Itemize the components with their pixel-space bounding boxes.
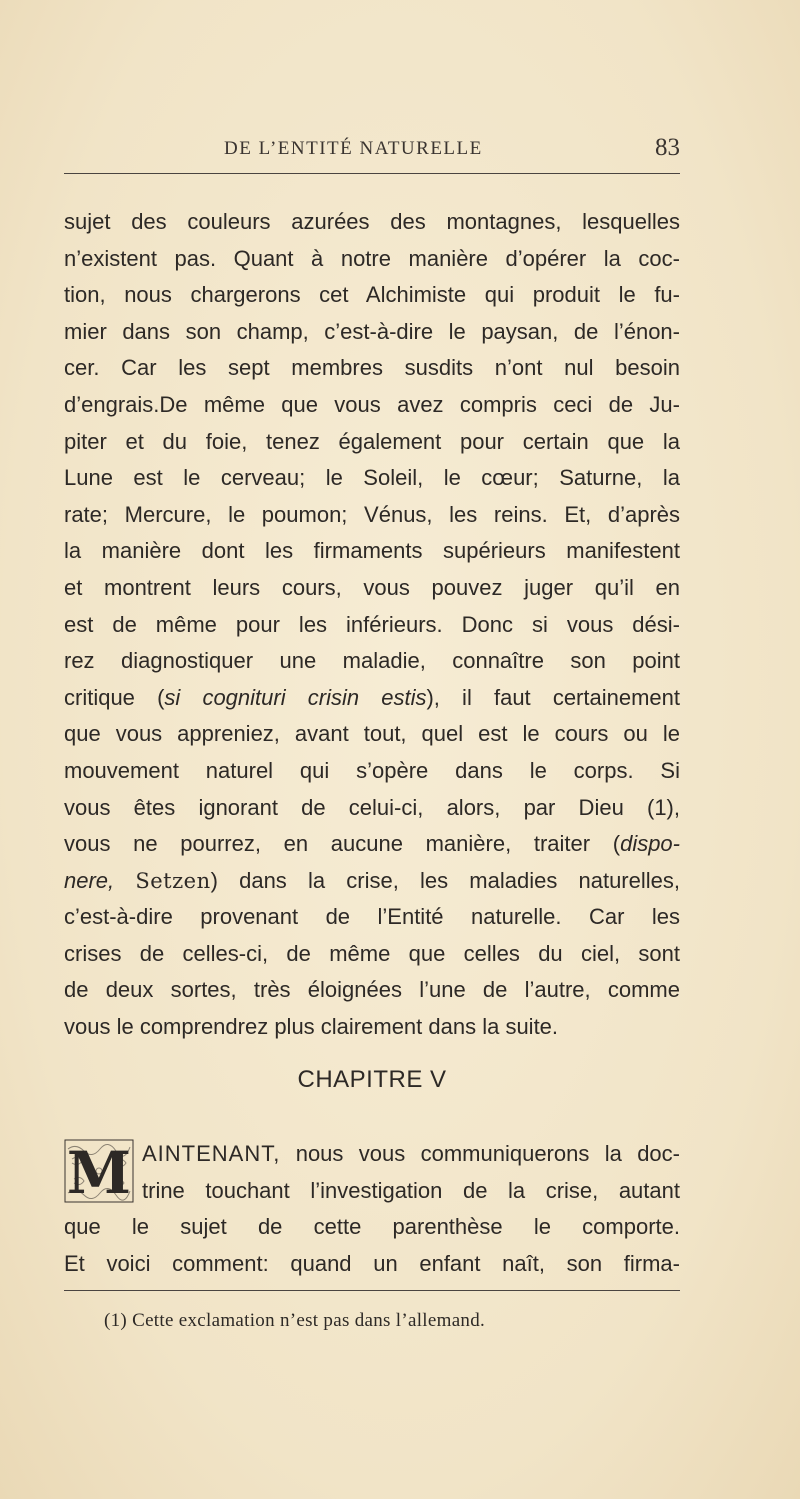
text-line: mier dans son champ, c’est-à-dire le paysan, de l’énon-: [64, 318, 680, 344]
text-line: vous le comprendrez plus clairement dans la suite.: [64, 1014, 559, 1040]
text-line: d’engrais.De même que vous avez compris ceci de Ju-: [64, 391, 680, 417]
text-line: piter et du foie, tenez également pour certain que la: [64, 428, 680, 454]
text-line: c’est-à-dire provenant de l’Entité naturelle. Car les: [64, 904, 680, 930]
text-line: que vous appreniez, avant tout, quel est le cours ou le: [64, 721, 680, 747]
german-word: Setzen: [135, 868, 211, 893]
text-line: Et voici comment: quand un enfant naît, son firma-: [64, 1250, 680, 1276]
text-fragment: critique (: [64, 684, 165, 710]
text-line: est de même pour les inférieurs. Donc si vous dési-: [64, 611, 680, 637]
text-line: n’existent pas. Quant à notre manière d’opérer la coc-: [64, 245, 680, 271]
text-fragment: ) dans la crise, les maladies naturelles,: [210, 867, 680, 893]
running-title: DE L’ENTITÉ NATURELLE: [224, 138, 483, 159]
text-line: et montrent leurs cours, vous pouvez juger qu’il en: [64, 574, 680, 600]
footnote-rule: [64, 1290, 680, 1291]
latin-phrase: nere,: [64, 867, 115, 893]
text-line: [64, 1136, 680, 1173]
text-line: trine touchant l’investigation de la crise, autant: [142, 1177, 680, 1203]
text-line: vous êtes ignorant de celui-ci, alors, par Dieu (1),: [64, 794, 680, 820]
footnote: (1) Cette exclamation n’est pas dans l’allemand.: [104, 1310, 486, 1331]
text-line: [64, 826, 680, 863]
text-line: Lune est le cerveau; le Soleil, le cœur; Saturne, la: [64, 465, 680, 491]
body-paragraph: [64, 204, 680, 1046]
page-number: 83: [655, 134, 680, 161]
text-line: tion, nous chargerons cet Alchimiste qui produit le fu-: [64, 282, 680, 308]
chapter-paragraph: [64, 1136, 680, 1282]
running-head: [64, 134, 680, 168]
text-line: [64, 680, 680, 717]
text-line: que le sujet de cette parenthèse le comporte.: [64, 1214, 680, 1240]
latin-phrase: dispo-: [620, 831, 680, 857]
text-line: cer. Car les sept membres susdits n’ont nul besoin: [64, 355, 680, 381]
ornamental-dropcap: [64, 1139, 134, 1203]
text-fragment: vous ne pourrez, en aucune manière, traiter (: [64, 831, 621, 857]
text-line: rate; Mercure, le poumon; Vénus, les reins. Et, d’après: [64, 501, 680, 527]
text-line: la manière dont les firmaments supérieurs manifestent: [64, 538, 680, 564]
dropcap-letter: M: [66, 1139, 132, 1203]
text-fragment: ), il faut certainement: [426, 684, 680, 710]
text-line: rez diagnostiquer une maladie, connaître son point: [64, 648, 680, 674]
header-rule: [64, 173, 680, 174]
text-line: crises de celles-ci, de même que celles du ciel, sont: [64, 940, 680, 966]
text-fragment: nous vous communiquerons la doc-: [280, 1141, 680, 1166]
text-line: mouvement naturel qui s’opère dans le corps. Si: [64, 757, 680, 783]
text-line: [64, 863, 680, 900]
text-line: de deux sortes, très éloignées l’une de l’autre, comme: [64, 977, 680, 1003]
chapter-title: CHAPITRE V: [297, 1066, 447, 1093]
latin-phrase: si cognituri crisin estis: [164, 684, 427, 710]
first-word: AINTENANT,: [142, 1141, 281, 1166]
text-line: sujet des couleurs azurées des montagnes, lesquelles: [64, 209, 680, 234]
